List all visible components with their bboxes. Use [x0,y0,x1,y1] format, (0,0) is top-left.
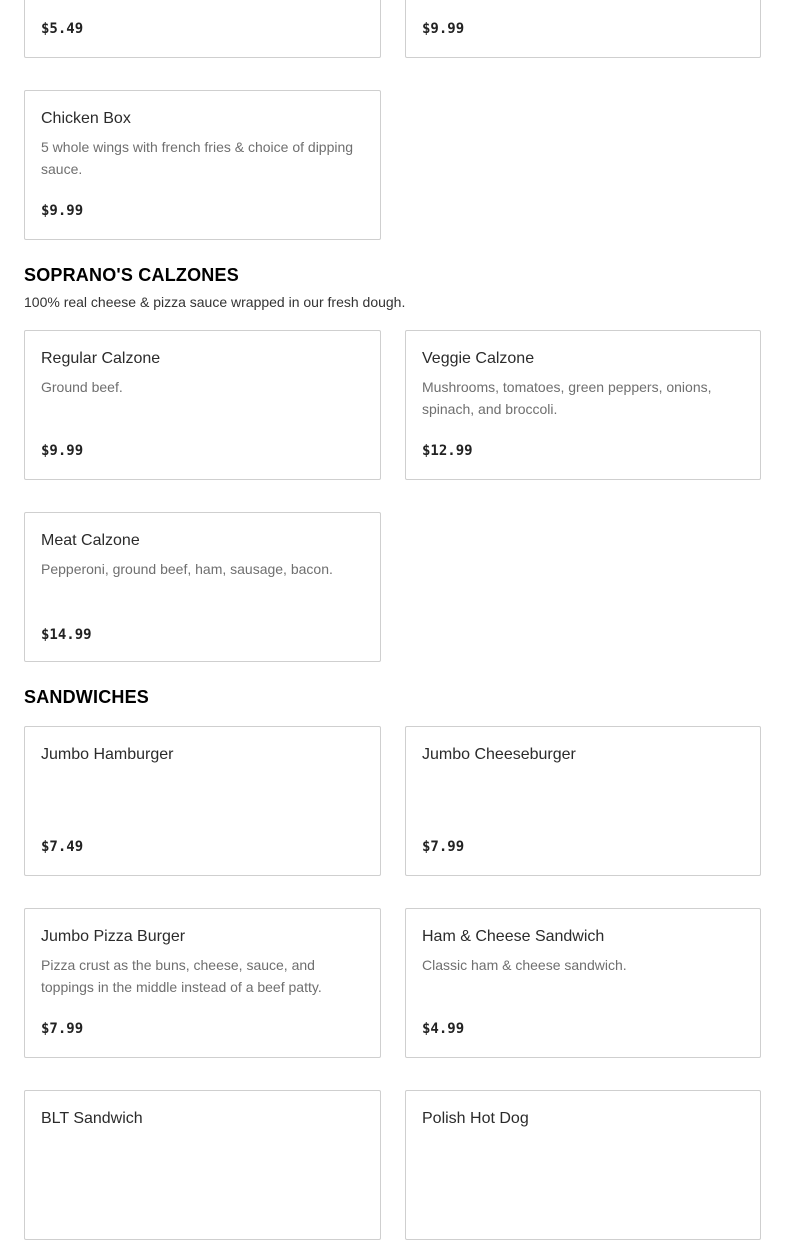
item-name: Meat Calzone [41,532,140,549]
section-description-calzones: 100% real cheese & pizza sauce wrapped in our fresh dough. [24,294,406,310]
item-name: Veggie Calzone [422,350,535,367]
item-name: Jumbo Cheeseburger [422,746,576,763]
section-title-sandwiches: SANDWICHES [24,687,150,707]
item-price: $9.99 [422,21,465,37]
item-description: 5 whole wings with french fries & choice of dipping sauce. [41,139,354,177]
menu-item-jumbo-cheeseburger[interactable] [405,726,761,876]
menu-item-chicken-box[interactable] [24,90,381,240]
item-name: Jumbo Pizza Burger [41,928,186,945]
item-name: Regular Calzone [41,350,161,367]
item-description: Mushrooms, tomatoes, green peppers, onions, spinach, and broccoli. [422,379,712,417]
item-price: $9.99 [41,203,84,219]
item-description: Ground beef. [41,379,123,395]
item-price: $5.49 [41,21,84,37]
item-price: $12.99 [422,443,473,459]
item-price: $7.49 [41,839,84,855]
menu-item-jumbo-pizza-burger[interactable] [24,908,381,1058]
item-name: Polish Hot Dog [422,1110,529,1127]
menu-item-meat-calzone[interactable] [24,512,381,662]
menu-item-card[interactable] [24,0,381,58]
item-description: Pepperoni, ground beef, ham, sausage, bacon. [41,561,333,577]
item-name: BLT Sandwich [41,1110,143,1127]
item-name: Chicken Box [41,110,131,127]
menu-item-card[interactable] [405,0,761,58]
menu-item-blt-sandwich[interactable] [24,1090,381,1240]
menu-item-regular-calzone[interactable] [24,330,381,480]
item-name: Jumbo Hamburger [41,746,174,763]
menu-item-jumbo-hamburger[interactable] [24,726,381,876]
section-title-calzones: SOPRANO'S CALZONES [24,265,239,285]
item-description: Classic ham & cheese sandwich. [422,957,627,973]
menu-item-ham-cheese-sandwich[interactable] [405,908,761,1058]
item-price: $14.99 [41,627,92,643]
item-price: $4.99 [422,1021,465,1037]
item-price: $7.99 [41,1021,84,1037]
item-name: Ham & Cheese Sandwich [422,928,605,945]
menu-item-polish-hot-dog[interactable] [405,1090,761,1240]
item-price: $9.99 [41,443,84,459]
item-description: Pizza crust as the buns, cheese, sauce, and toppings in the middle instead of a beef patty. [41,957,322,995]
menu-item-veggie-calzone[interactable] [405,330,761,480]
item-price: $7.99 [422,839,465,855]
